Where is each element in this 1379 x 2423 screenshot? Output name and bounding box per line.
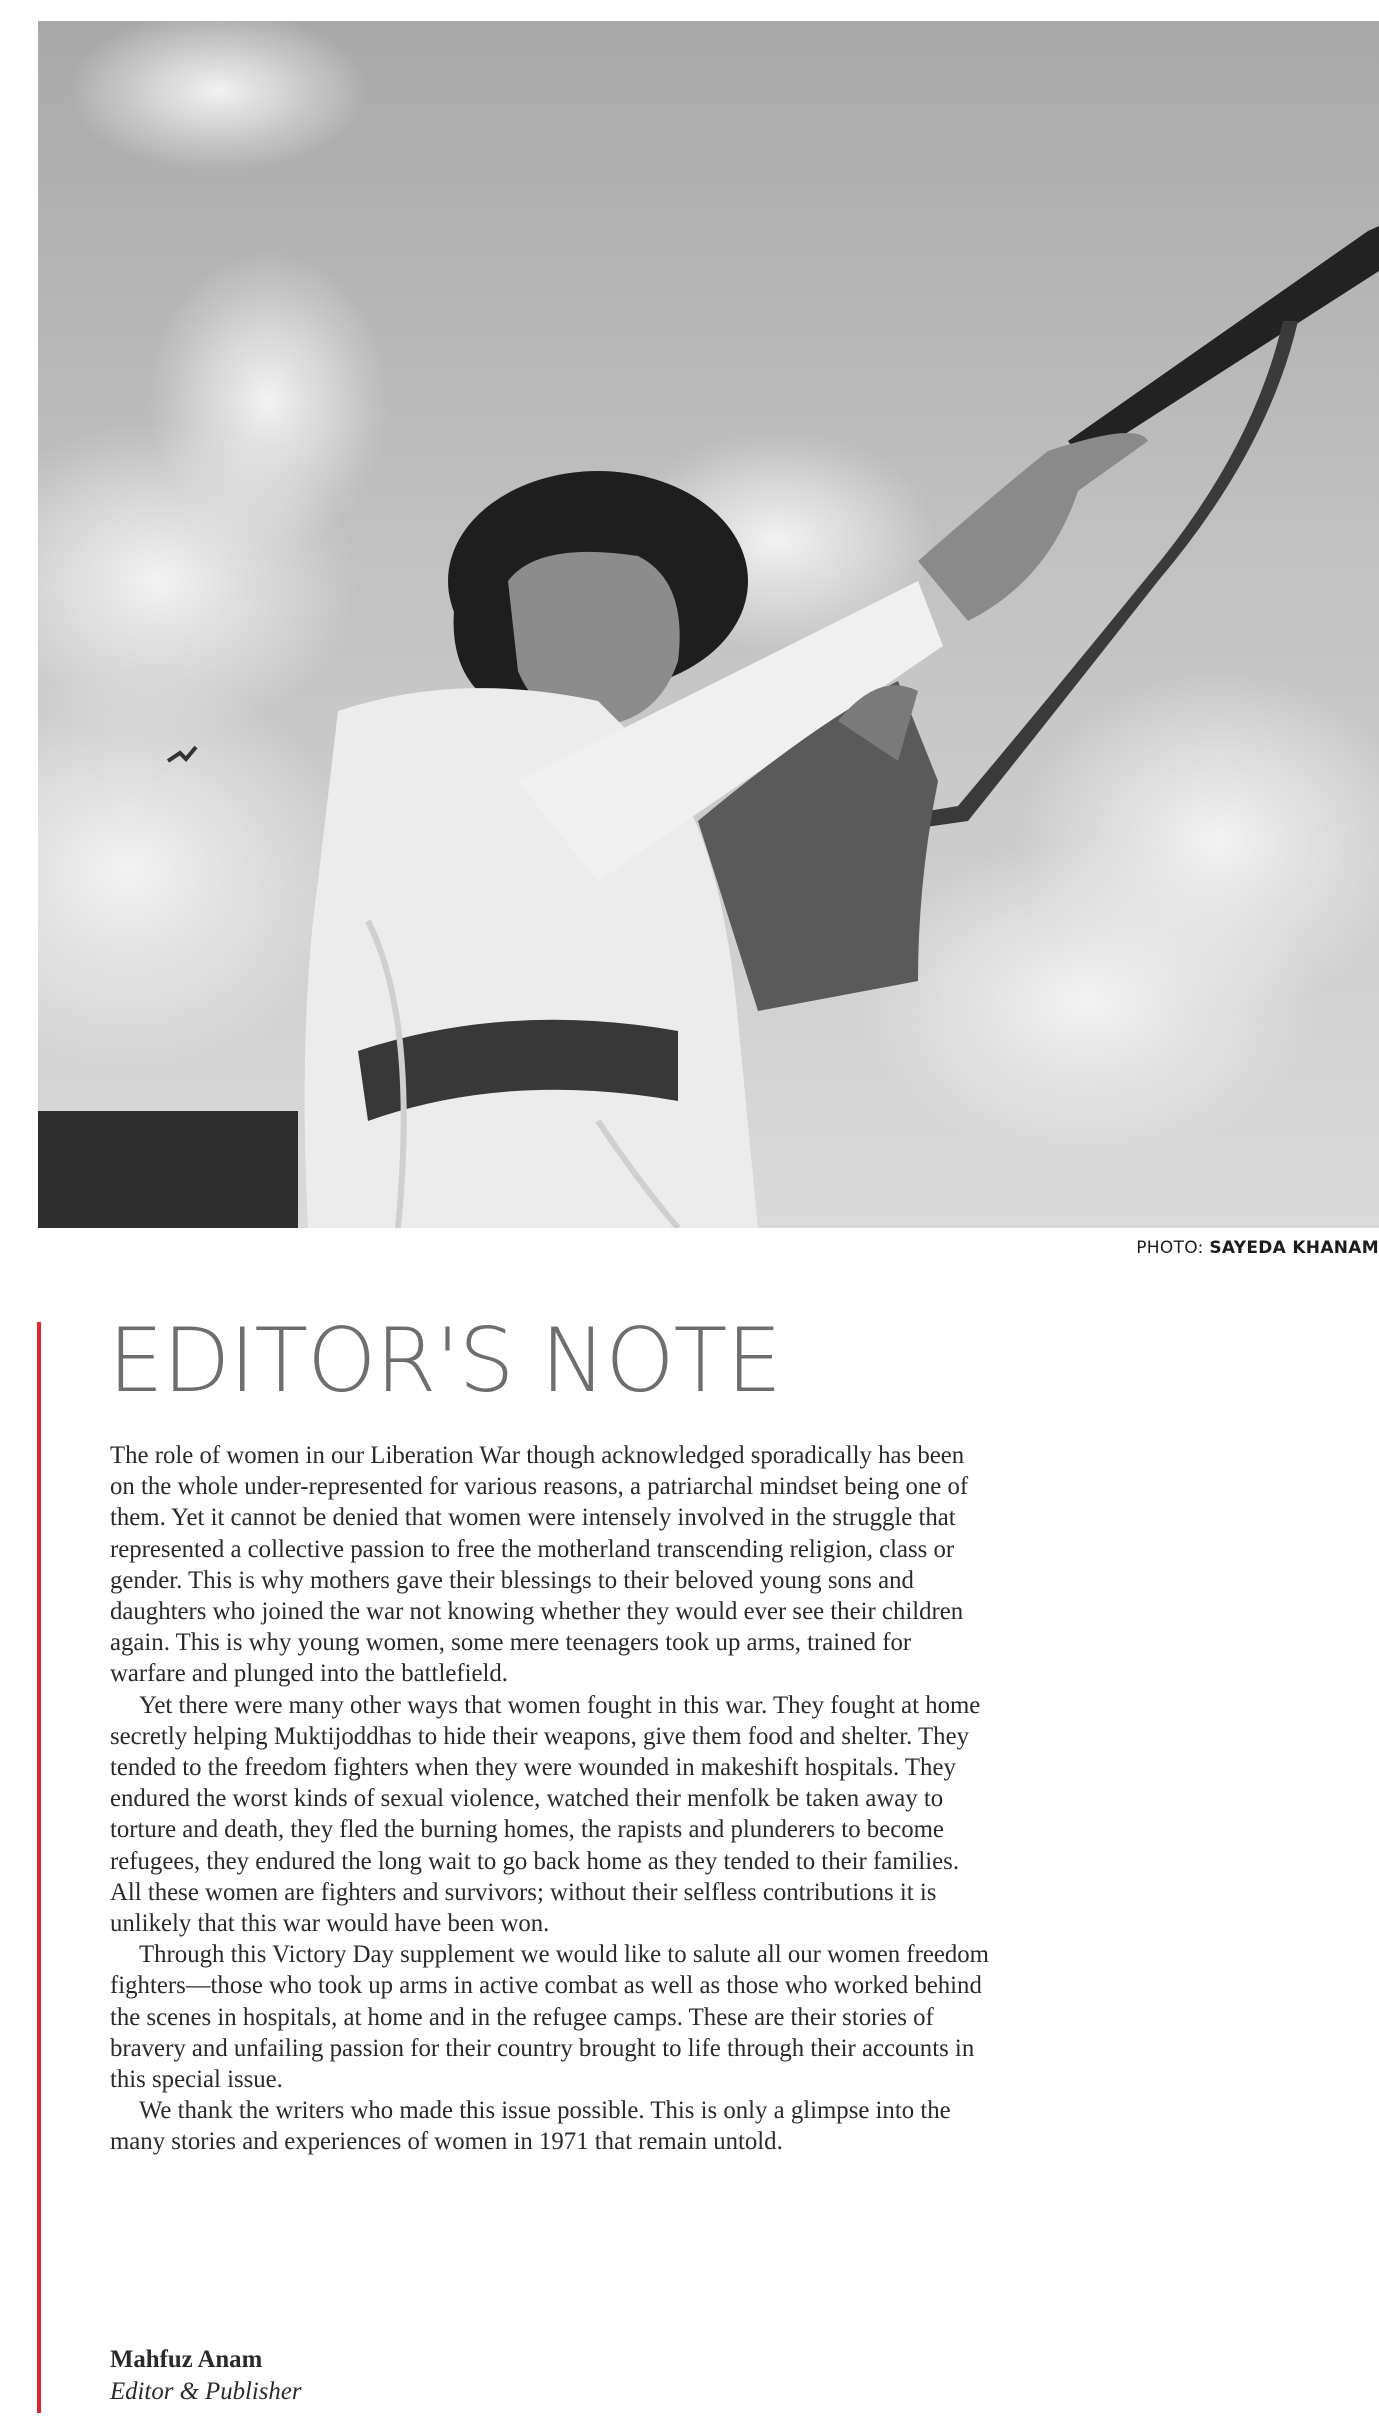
paragraph-3: Through this Victory Day supplement we would like to salute all our women freedom fighters—those who took up arms in active combat as well as those who worked behind the scenes in hospitals, at home and in the refugee camps. These are their stories of bravery and unfailing passion for their country brought to life through their accounts in this special issue. (110, 1941, 989, 2094)
hero-photo (38, 21, 1379, 1228)
photo-credit-prefix: PHOTO: (1136, 1238, 1210, 1258)
photo-credit (1136, 1238, 1379, 1258)
paragraph-4: We thank the writers who made this issue possible. This is only a glimpse into the many stories and experiences of women in 1971 that remain untold. (110, 2097, 951, 2156)
signature-name: Mahfuz Anam (110, 2346, 263, 2373)
paragraph-1: The role of women in our Liberation War though acknowledged sporadically has been on the whole under-represented for various reasons, a patriarchal mindset being one of them. Yet it cannot be denied that women were intensely involved in the struggle that represented a collective passion to free the motherland transcending religion, class or gender. This is why mothers gave their blessings to their beloved young sons and daughters who joined the war not knowing whether they would ever see their children again. This is why young women, some mere teenagers took up arms, trained for warfare and plunged into the battlefield. (110, 1442, 969, 1688)
accent-rule (37, 1322, 41, 2413)
article-body (110, 1440, 990, 2158)
signature-role: Editor & Publisher (110, 2377, 302, 2405)
paragraph-2: Yet there were many other ways that women fought in this war. They fought at home secretly helping Muktijoddhas to hide their weapons, give them food and shelter. They tended to the freedom fighters when they were wounded in makeshift hospitals. They endured the worst kinds of sexual violence, watched their menfolk be taken away to torture and death, they fled the burning homes, the rapists and plunderers to become refugees, they endured the long wait to go back home as they tended to their families. All these women are fighters and survivors; without their selfless contributions it is unlikely that this war would have been won. (110, 1691, 981, 1938)
page-title: EDITOR'S NOTE (108, 1309, 781, 1412)
signature (110, 2344, 302, 2407)
photo-credit-name: SAYEDA KHANAM (1209, 1238, 1379, 1258)
